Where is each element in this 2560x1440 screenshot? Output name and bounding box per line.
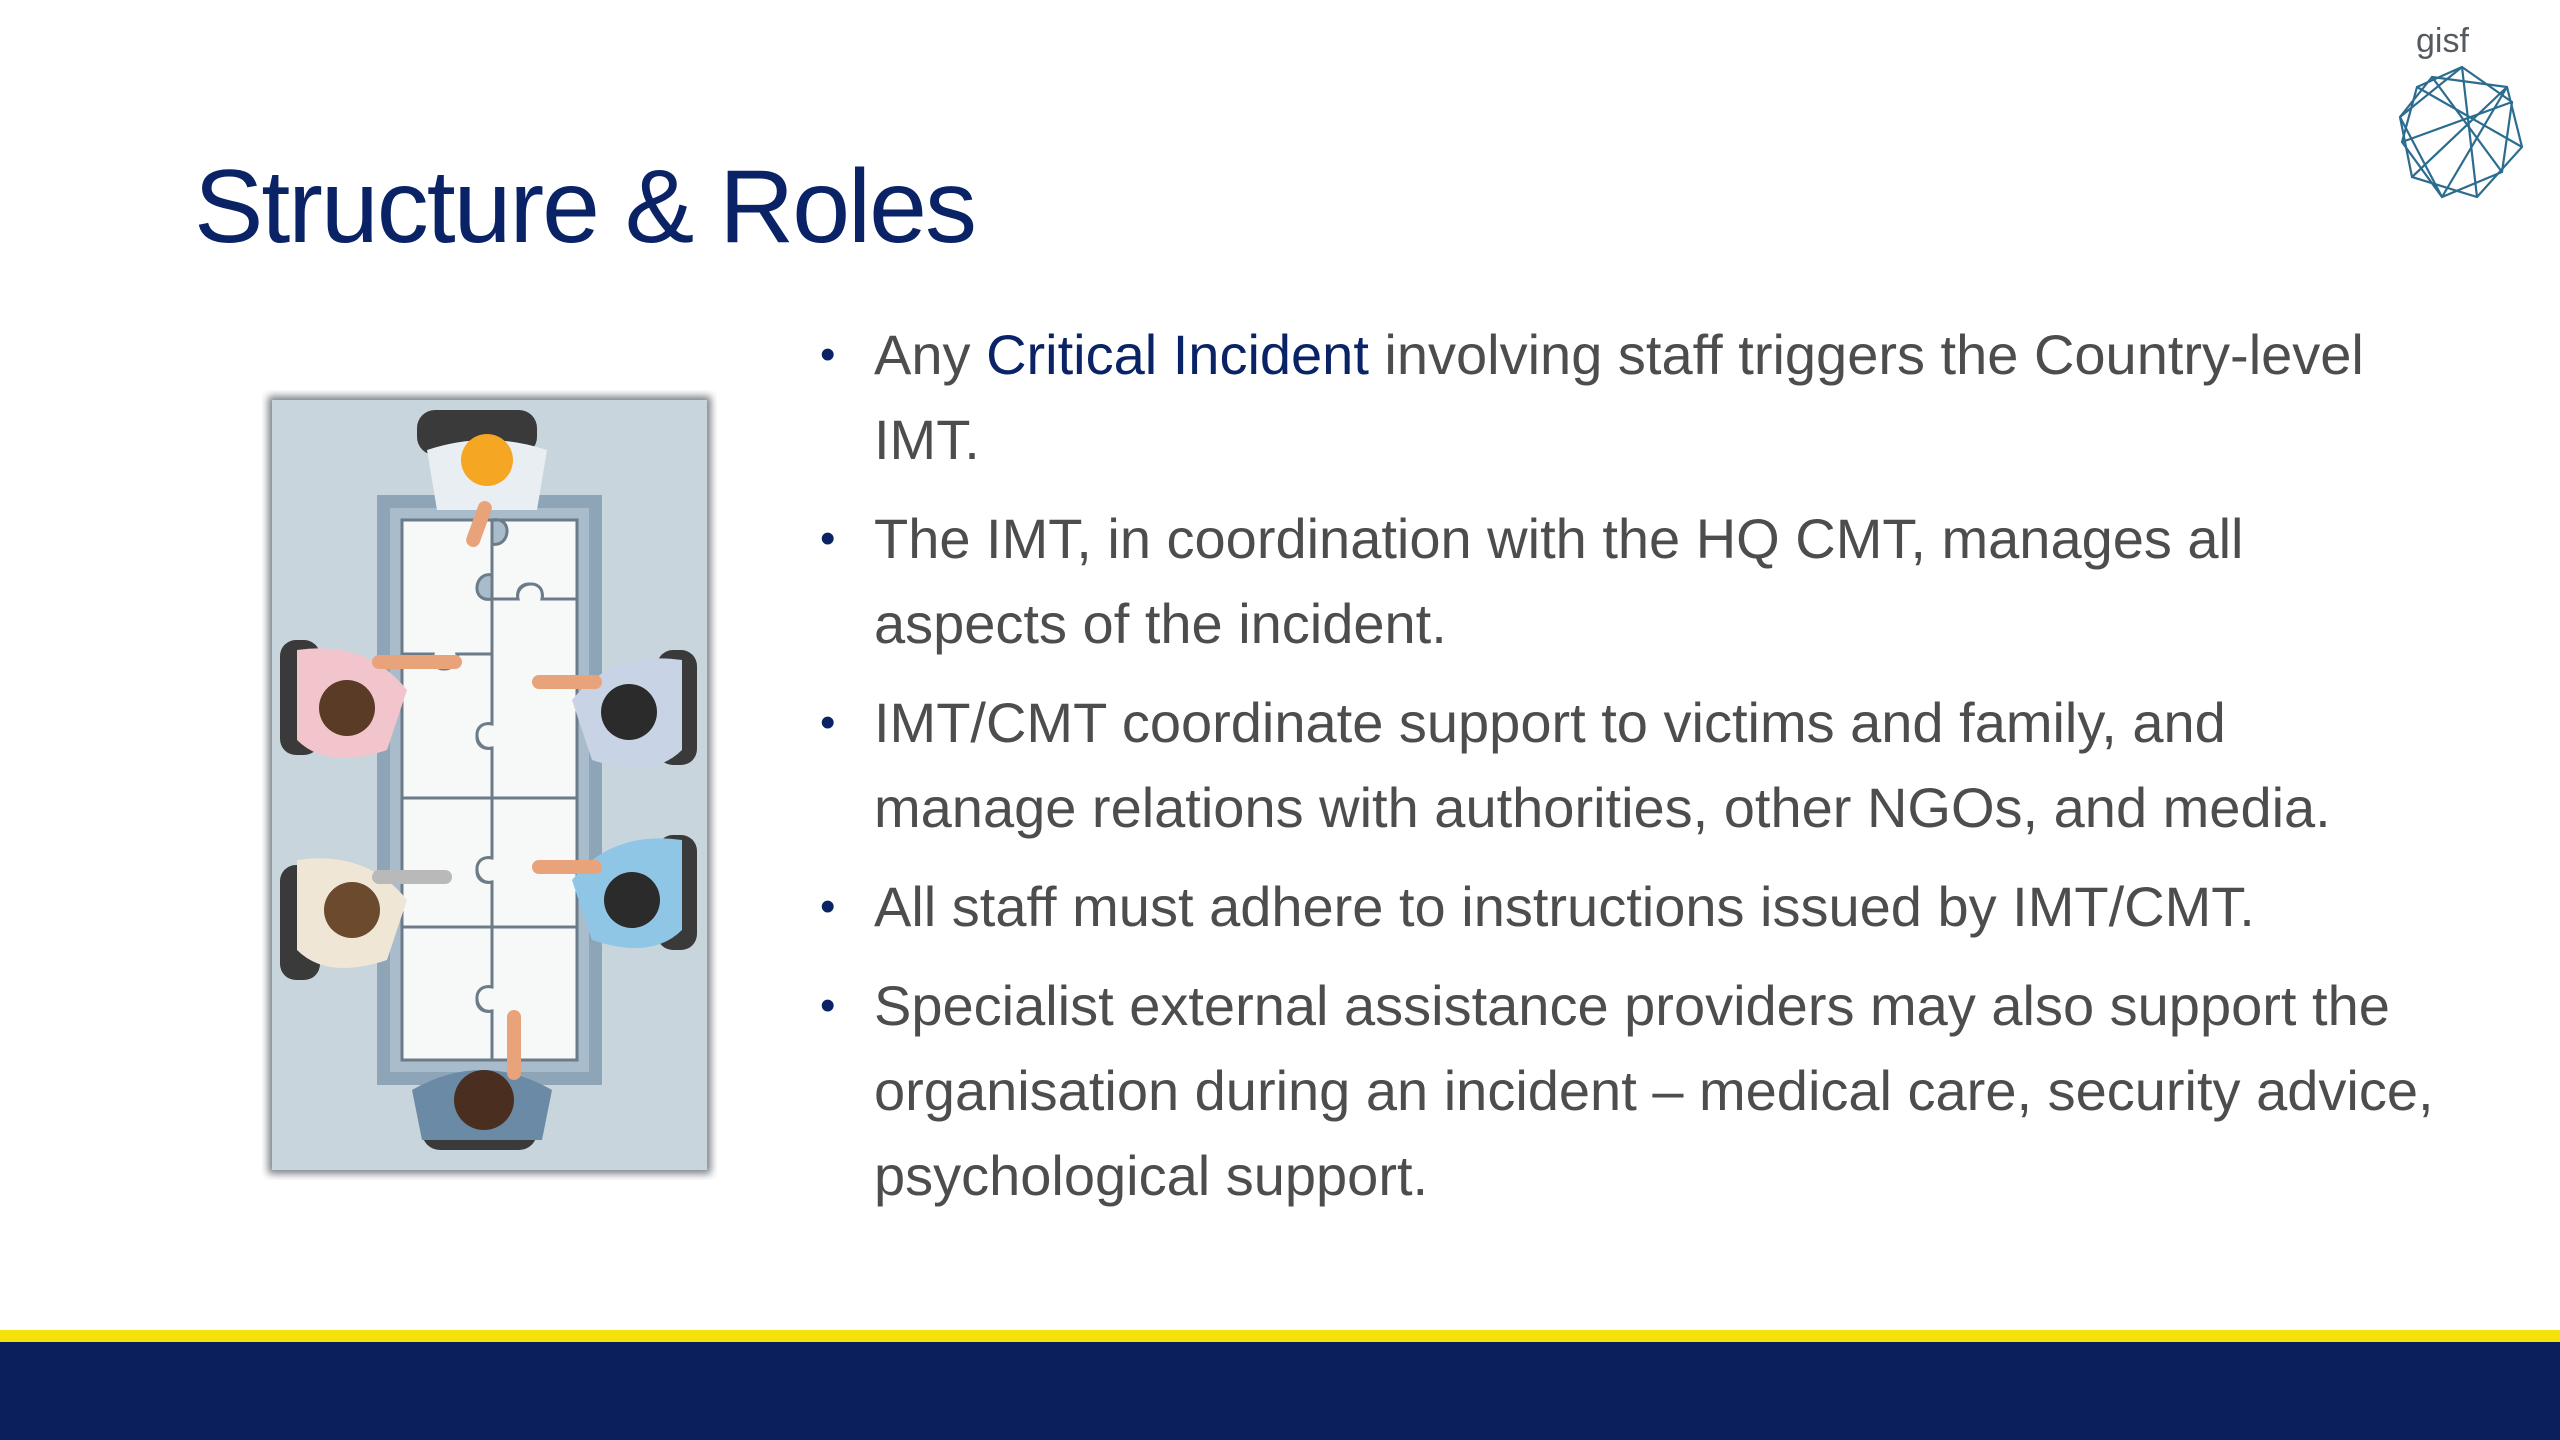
bullet-item bbox=[820, 496, 2440, 666]
bullet-dot: • bbox=[820, 514, 836, 563]
gisf-logo bbox=[2392, 22, 2532, 202]
bullet-text-pre: Any bbox=[874, 323, 987, 386]
logo-text: gisf bbox=[2416, 22, 2469, 60]
bullet-text: IMT/CMT coordinate support to victims and family, and manage relations with authorities, other NGOs, and media. bbox=[874, 691, 2331, 839]
gisf-star-logo-icon bbox=[2392, 62, 2532, 202]
footer-band bbox=[0, 1342, 2560, 1440]
bullet-dot: • bbox=[820, 981, 836, 1030]
bullet-highlight-text: Critical Incident bbox=[986, 323, 1369, 386]
bullet-item bbox=[820, 963, 2440, 1218]
team-meeting-puzzle-table-illustration bbox=[262, 390, 717, 1180]
bullet-text: Specialist external assistance providers may also support the organisation during an incident – medical care, security advice, psychological support. bbox=[874, 974, 2434, 1207]
bullet-text: All staff must adhere to instructions issued by IMT/CMT. bbox=[874, 875, 2255, 938]
bullet-dot: • bbox=[820, 882, 836, 931]
slide-title: Structure & Roles bbox=[194, 149, 975, 265]
bullet-item bbox=[820, 312, 2440, 482]
bullet-dot: • bbox=[820, 330, 836, 379]
bullet-text: The IMT, in coordination with the HQ CMT, manages all aspects of the incident. bbox=[874, 507, 2244, 655]
bullet-dot: • bbox=[820, 698, 836, 747]
bullet-item bbox=[820, 680, 2440, 850]
bullet-text-post: involving staff triggers the Country-level IMT. bbox=[874, 323, 2364, 471]
footer-accent-stripe bbox=[0, 1330, 2560, 1342]
bullet-list bbox=[820, 312, 2440, 1232]
bullet-item bbox=[820, 864, 2440, 949]
